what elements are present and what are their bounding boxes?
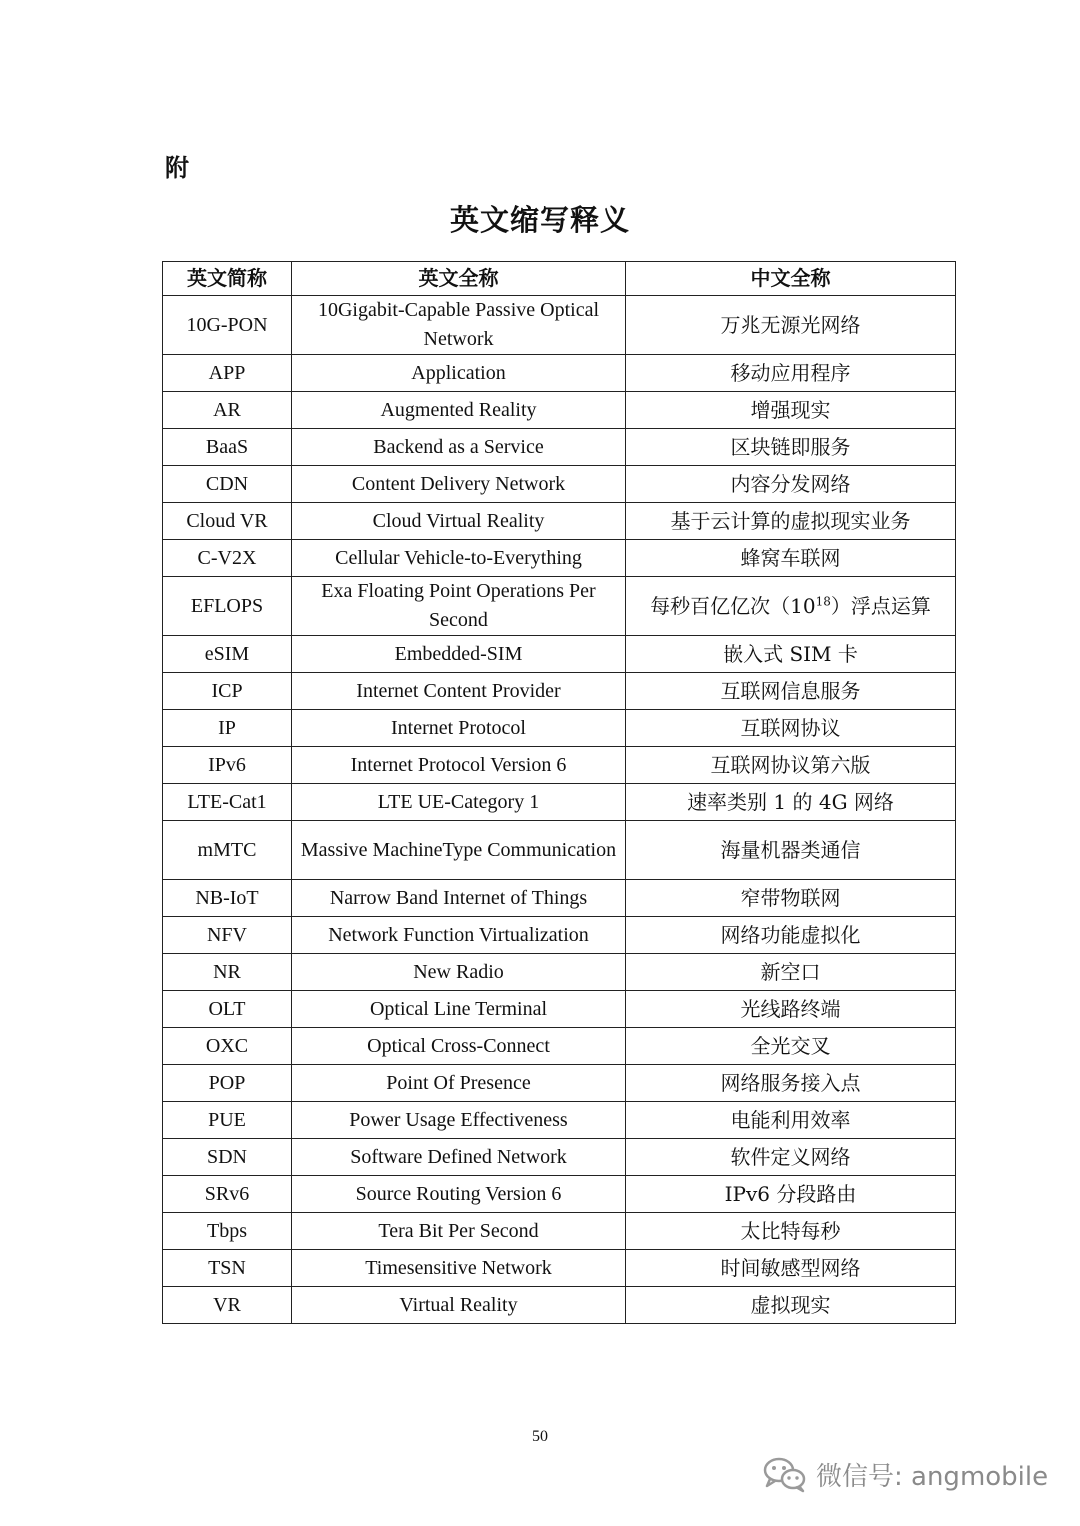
cell-full-en: Internet Content Provider [292,673,626,710]
cell-full-en: Point Of Presence [292,1065,626,1102]
cell-full-zh: 基于云计算的虚拟现实业务 [626,503,956,540]
cell-full-en: Source Routing Version 6 [292,1176,626,1213]
cell-full-zh: 增强现实 [626,392,956,429]
cell-full-zh: 全光交叉 [626,1028,956,1065]
table-row [163,954,956,991]
cell-abbr: CDN [163,466,292,503]
cell-full-en: Optical Line Terminal [292,991,626,1028]
cell-full-zh: 海量机器类通信 [626,821,956,880]
table-row [163,784,956,821]
table-row [163,429,956,466]
page-title: 英文缩写释义 [449,203,630,237]
table-row [163,577,956,636]
cell-full-zh: 电能利用效率 [626,1102,956,1139]
cell-full-en: Content Delivery Network [292,466,626,503]
cell-full-en: Exa Floating Point Operations Per Second [292,577,626,636]
cell-full-en: Cloud Virtual Reality [292,503,626,540]
cell-full-en: Tera Bit Per Second [292,1213,626,1250]
cell-abbr: Cloud VR [163,503,292,540]
table-row [163,747,956,784]
table-row [163,392,956,429]
table-row [163,1287,956,1324]
abbreviation-table [162,261,956,1324]
cell-abbr: POP [163,1065,292,1102]
cell-abbr: IP [163,710,292,747]
table-row [163,991,956,1028]
header-abbr: 英文简称 [163,262,292,296]
cell-abbr: EFLOPS [163,577,292,636]
cell-full-zh: 虚拟现实 [626,1287,956,1324]
cell-abbr: TSN [163,1250,292,1287]
table-row [163,880,956,917]
cell-abbr: 10G-PON [163,296,292,355]
cell-full-zh: 蜂窝车联网 [626,540,956,577]
table-row [163,296,956,355]
cell-full-zh: 移动应用程序 [626,355,956,392]
table-row [163,1028,956,1065]
cell-abbr: NR [163,954,292,991]
table-row [163,1250,956,1287]
zh-text-pre: 每秒百亿亿次（10 [650,593,816,618]
section-mark: 附 [165,154,189,182]
cell-full-zh: 互联网协议 [626,710,956,747]
cell-full-zh: 互联网信息服务 [626,673,956,710]
table-row [163,821,956,880]
watermark-text: 微信号: angmobile [816,1461,1049,1492]
cell-abbr: OXC [163,1028,292,1065]
cell-full-zh: 网络服务接入点 [626,1065,956,1102]
cell-full-zh: 互联网协议第六版 [626,747,956,784]
table-row [163,1102,956,1139]
cell-abbr: SDN [163,1139,292,1176]
cell-full-en: LTE UE-Category 1 [292,784,626,821]
cell-full-en: Cellular Vehicle-to-Everything [292,540,626,577]
cell-abbr: AR [163,392,292,429]
cell-abbr: NB-IoT [163,880,292,917]
cell-abbr: OLT [163,991,292,1028]
cell-full-zh: 嵌入式 SIM 卡 [626,636,956,673]
cell-full-en: Power Usage Effectiveness [292,1102,626,1139]
table-row [163,466,956,503]
wechat-icon [762,1455,808,1493]
cell-full-zh [626,577,956,636]
cell-abbr: SRv6 [163,1176,292,1213]
cell-full-zh: 万兆无源光网络 [626,296,956,355]
cell-abbr: C-V2X [163,540,292,577]
cell-abbr: mMTC [163,821,292,880]
zh-text-post: ）浮点运算 [830,593,931,618]
cell-full-en: Internet Protocol Version 6 [292,747,626,784]
table-row [163,1176,956,1213]
table-row [163,673,956,710]
cell-full-en: Augmented Reality [292,392,626,429]
cell-abbr: LTE-Cat1 [163,784,292,821]
table-row [163,636,956,673]
table-row [163,355,956,392]
page-number: 50 [532,1428,548,1445]
table-row [163,540,956,577]
table-row [163,917,956,954]
cell-full-en: Optical Cross-Connect [292,1028,626,1065]
cell-full-zh: IPv6 分段路由 [626,1176,956,1213]
cell-full-zh: 速率类别 1 的 4G 网络 [626,784,956,821]
cell-full-en: Massive MachineType Communication [292,821,626,880]
cell-full-en: Application [292,355,626,392]
table-row [163,1139,956,1176]
table-header-row [163,262,956,296]
cell-full-zh: 软件定义网络 [626,1139,956,1176]
cell-full-en: Timesensitive Network [292,1250,626,1287]
cell-full-zh: 窄带物联网 [626,880,956,917]
header-full-en: 英文全称 [292,262,626,296]
cell-full-en: Internet Protocol [292,710,626,747]
cell-full-zh: 网络功能虚拟化 [626,917,956,954]
cell-full-zh: 太比特每秒 [626,1213,956,1250]
cell-abbr: APP [163,355,292,392]
cell-full-zh: 区块链即服务 [626,429,956,466]
watermark [762,1455,1048,1493]
table-row [163,503,956,540]
cell-abbr: PUE [163,1102,292,1139]
cell-full-zh: 新空口 [626,954,956,991]
cell-full-zh: 内容分发网络 [626,466,956,503]
cell-full-en: Virtual Reality [292,1287,626,1324]
cell-full-en: 10Gigabit-Capable Passive Optical Network [292,296,626,355]
cell-full-en: New Radio [292,954,626,991]
table-row [163,710,956,747]
cell-abbr: VR [163,1287,292,1324]
header-full-zh: 中文全称 [626,262,956,296]
cell-abbr: NFV [163,917,292,954]
cell-abbr: Tbps [163,1213,292,1250]
exponent: 18 [815,593,831,608]
cell-full-zh: 光线路终端 [626,991,956,1028]
cell-abbr: ICP [163,673,292,710]
cell-abbr: eSIM [163,636,292,673]
cell-abbr: IPv6 [163,747,292,784]
cell-full-en: Narrow Band Internet of Things [292,880,626,917]
cell-full-en: Backend as a Service [292,429,626,466]
table-row [163,1213,956,1250]
cell-full-en: Embedded-SIM [292,636,626,673]
cell-full-en: Network Function Virtualization [292,917,626,954]
cell-abbr: BaaS [163,429,292,466]
cell-full-en: Software Defined Network [292,1139,626,1176]
table-row [163,1065,956,1102]
cell-full-zh: 时间敏感型网络 [626,1250,956,1287]
